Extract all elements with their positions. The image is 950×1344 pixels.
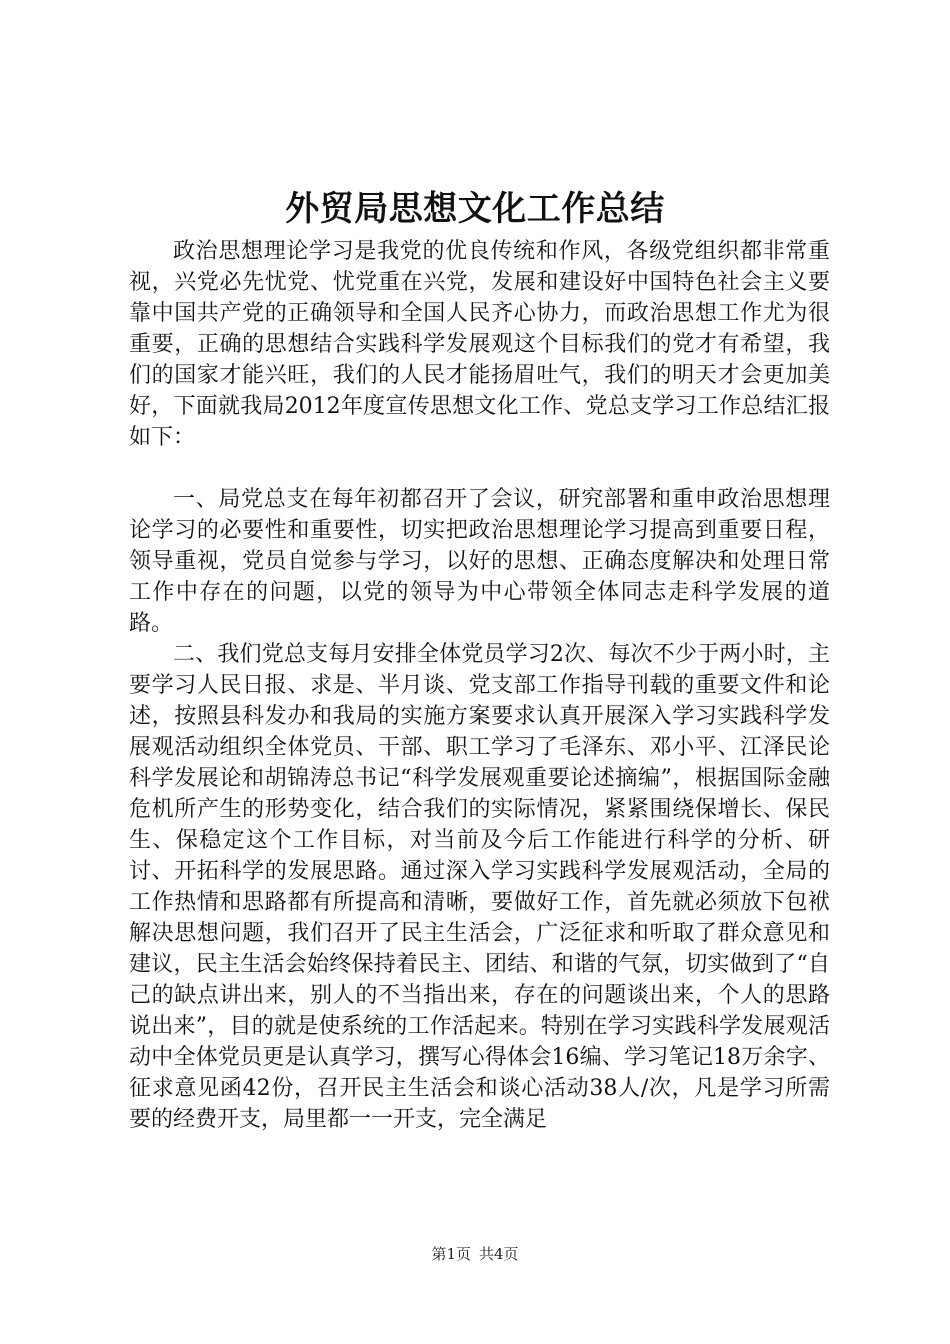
page-total: 共4页 — [479, 1245, 519, 1263]
section-one-paragraph: 一、局党总支在每年初都召开了会议，研究部署和重申政治思想理论学习的必要性和重要性，切实把政治思想理论学习提高到重要日程，领导重视，党员自觉参与学习，以好的思想、正确态度解决和处理日常工作中存在的问题，以党的领导为中心带领全体同志走科学发展的道路。 — [129, 487, 830, 636]
page-title: 外贸局思想文化工作总结 — [285, 189, 665, 229]
section-two-paragraph: 二、我们党总支每月安排全体党员学习2次、每次不少于两小时，主要学习人民日报、求是、半月谈、党支部工作指导刊载的重要文件和论述，按照县科发办和我局的实施方案要求认真开展深入学习实践科学发展观活动组织全体党员、干部、职工学习了毛泽东、邓小平、江泽民论科学发展论和胡锦涛总书记“科学发展观重要论述摘编”，根据国际金融危机所产生的形势变化，结合我们的实际情况，紧紧围绕保增长、保民生、保稳定这个工作目标，对当前及今后工作能进行科学的分析、研讨、开拓科学的发展思路。通过深入学习实践科学发展观活动，全局的工作热情和思路都有所提高和清晰，要做好工作，首先就必须放下包袱解决思想问题，我们召开了民主生活会，广泛征求和听取了群众意见和建议，民主生活会始终保持着民主、团结、和谐的气氛，切实做到了“自己的缺点讲出来，别人的不当指出来，存在的问题谈出来，个人的思路说出来”，目的就是使系统的工作活起来。特别在学习实践科学发展观活动中全体党员更是认真学习，撰写心得体会16编、学习笔记18万余字、征求意见函42份，召开民主生活会和谈心活动38人/次，凡是学习所需要的经费开支，局里都一一开支，完全满足 — [129, 642, 830, 1132]
document-body — [129, 236, 830, 1135]
page-footer — [0, 1244, 950, 1264]
intro-paragraph: 政治思想理论学习是我党的优良传统和作风，各级党组织都非常重视，兴党必先忧党、忧党重在兴党，发展和建设好中国特色社会主义要靠中国共产党的正确领导和全国人民齐心协力，而政治思想工作尤为很重要，正确的思想结合实践科学发展观这个目标我们的党才有希望，我们的国家才能兴旺，我们的人民才能扬眉吐气，我们的明天才会更加美好，下面就我局2012年度宣传思想文化工作、党总支学习工作总结汇报如下： — [129, 239, 830, 450]
page-number: 第1页 — [431, 1245, 471, 1263]
